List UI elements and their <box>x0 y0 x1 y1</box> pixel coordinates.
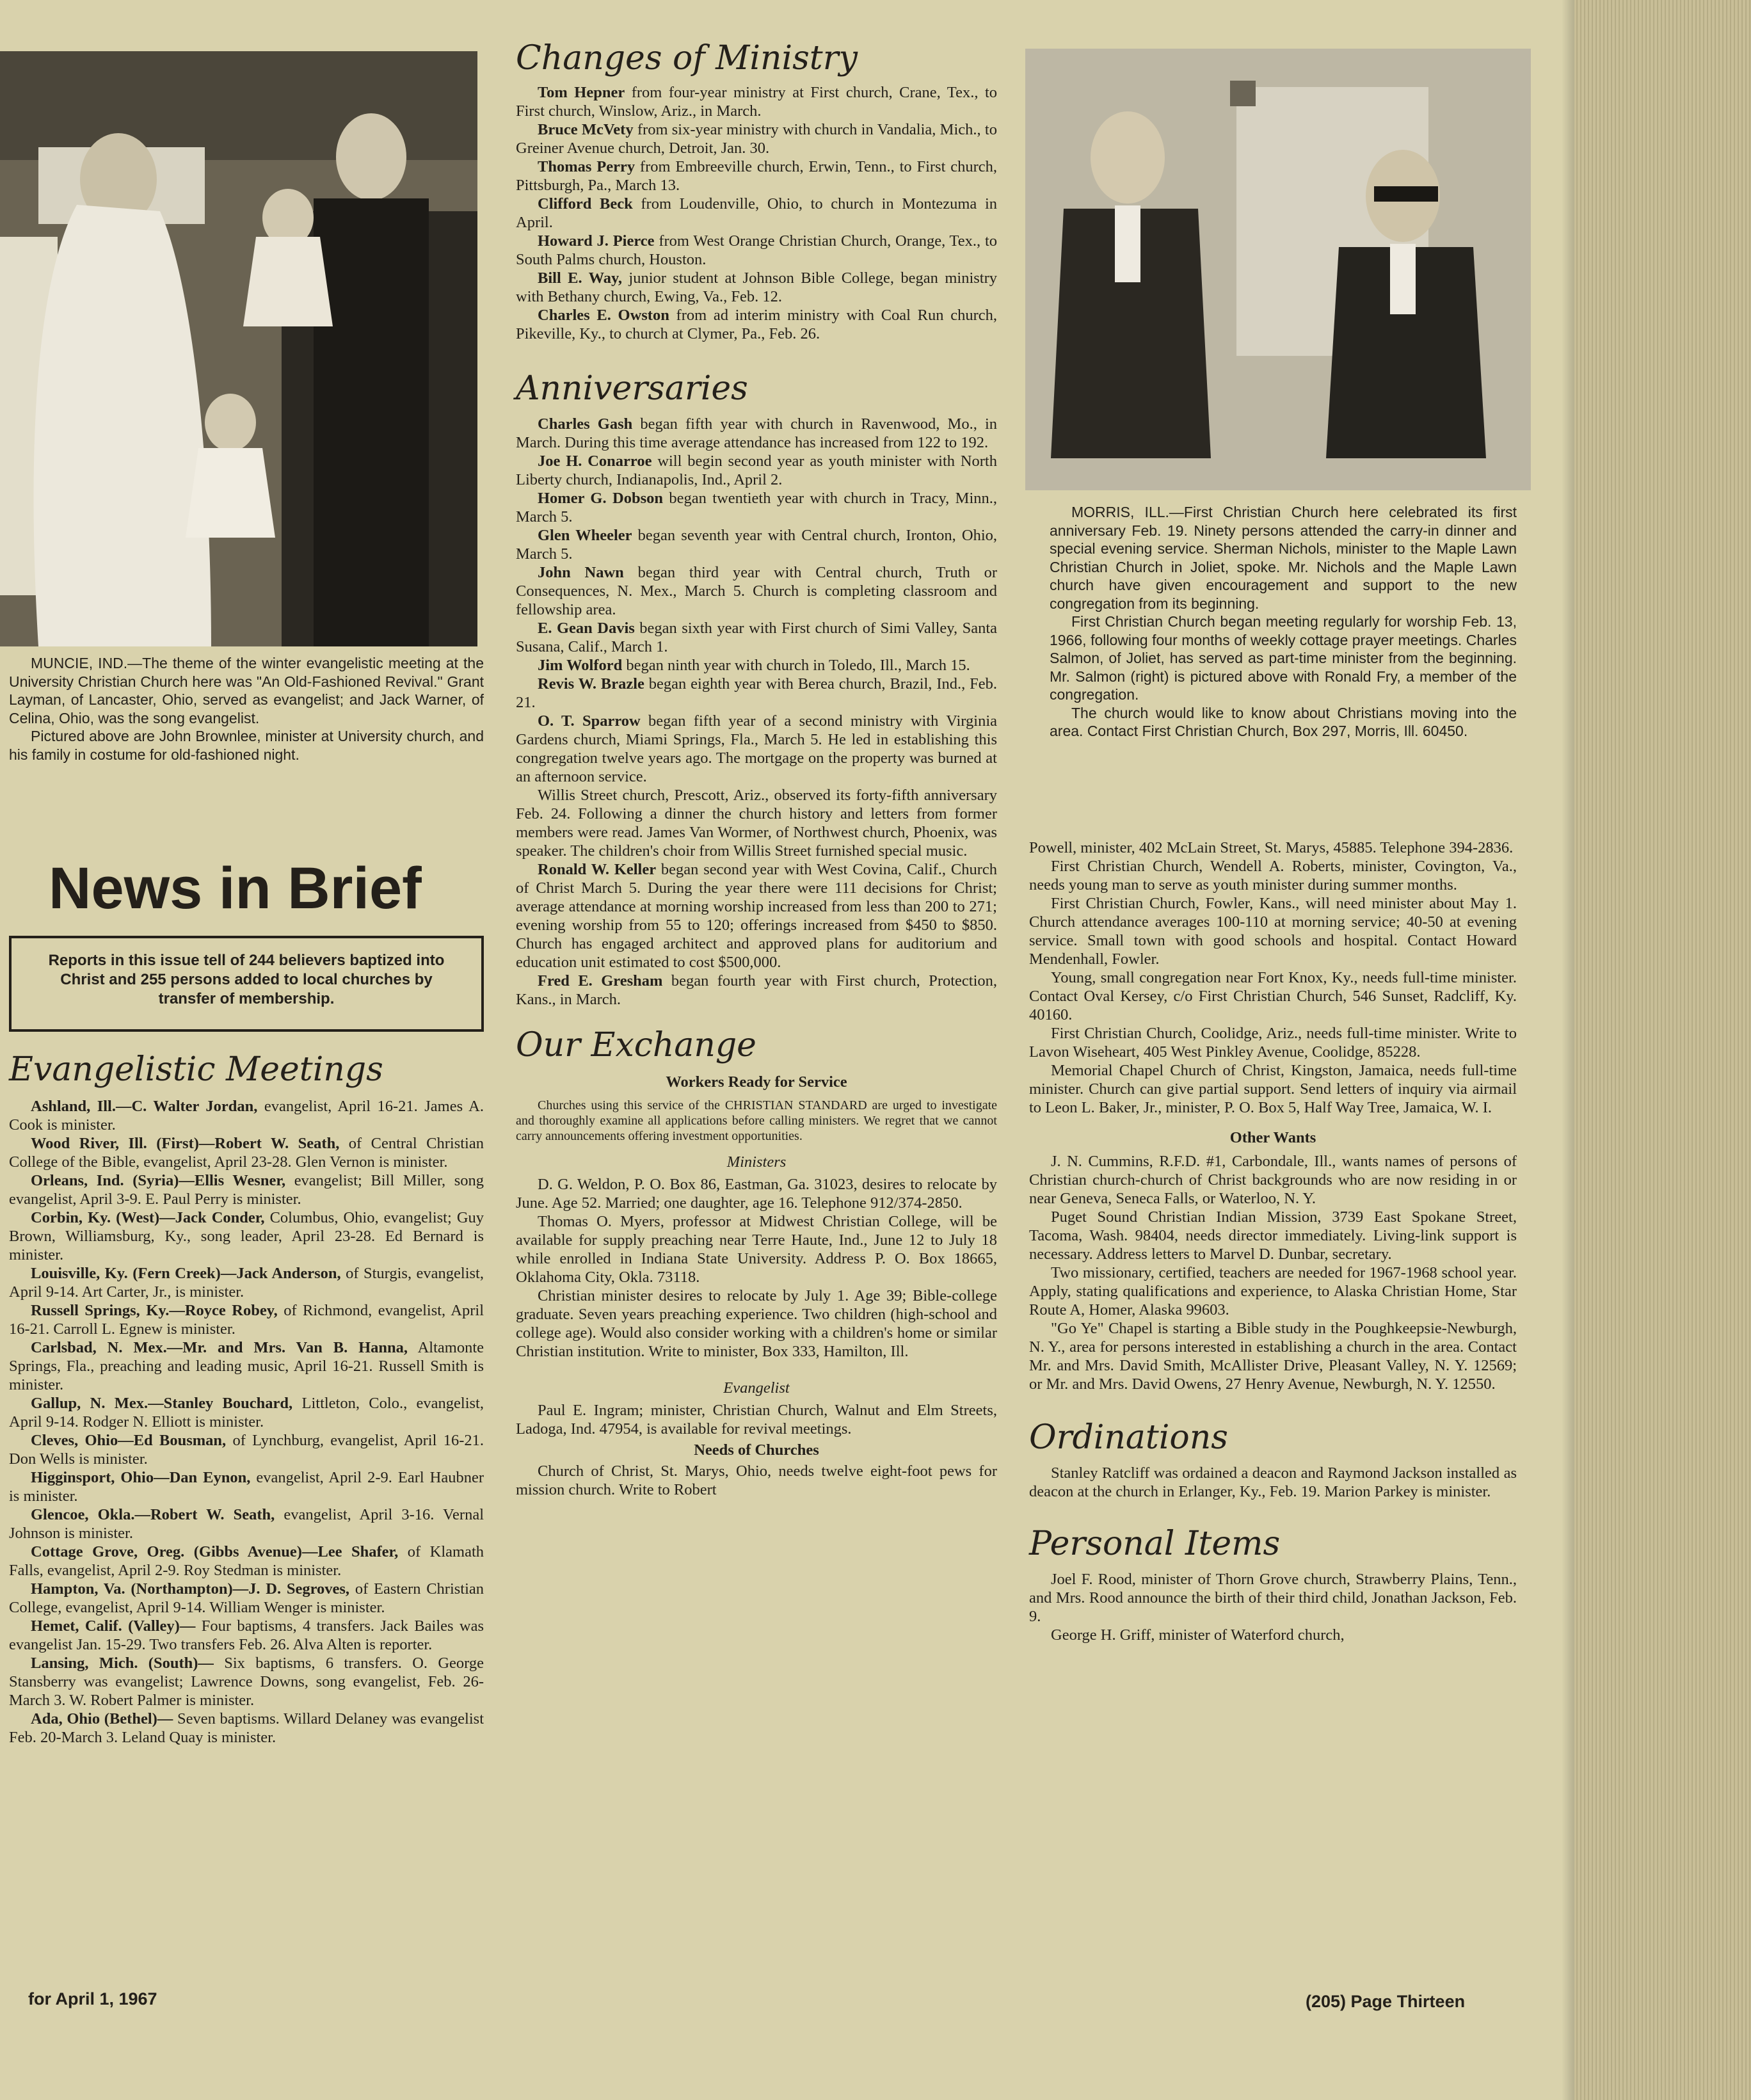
change-item-name: Thomas Perry <box>538 158 636 175</box>
anniversary-item-text: began fifth year with church in Ravenwood, Mo., in March. During this time average attendance has increased from 122 to 192. <box>516 415 997 451</box>
personal-items-heading: Personal Items <box>1029 1525 1281 1563</box>
anniversary-item-name: Joe H. Conarroe <box>538 453 652 470</box>
evangelistic-item-text: of Central Christian College of the Bible, evangelist, April 23-28. Glen Vernon is minister. <box>9 1135 484 1171</box>
anniversary-item-name: Fred E. Gresham <box>538 972 663 990</box>
anniversary-item <box>516 675 997 712</box>
evangelistic-item <box>9 1134 484 1171</box>
report-box-text: Reports in this issue tell of 244 believers baptized into Christ and 255 persons added to local churches by transfer of membership. <box>48 952 445 1007</box>
change-item-text: from ad interim ministry with Coal Run church, Pikeville, Ky., to church at Clymer, Pa., Feb. 26. <box>516 307 997 342</box>
evangelistic-item-name: Wood River, Ill. (First)—Robert W. Seath, <box>31 1135 340 1152</box>
evangelistic-item-text: Columbus, Ohio, evangelist; Guy Brown, Williamsburg, Ky., song leader, April 23-28. Ed Bernard is minister. <box>9 1209 484 1263</box>
anniversary-item-name: Jim Wolford <box>538 657 623 674</box>
footer-page-number: (205) Page Thirteen <box>1306 1992 1466 2011</box>
needs-item: Memorial Chapel Church of Christ, Kingston, Jamaica, needs full-time minister. Church can give partial support. Send letters of inquiry via airmail to Leon L. Baker, Jr., minister, P. O. Box 5, Half Way Tree, Jamaica, W. I. <box>1029 1062 1517 1116</box>
workers-heading: Workers Ready for Service <box>666 1073 847 1091</box>
evangelistic-item-text: evangelist; Bill Miller, song evangelist, April 3-9. E. Paul Perry is minister. <box>9 1172 484 1208</box>
anniversary-item-text: began sixth year with First church of Simi Valley, Santa Susana, Calif., March 1. <box>516 620 997 655</box>
evangelistic-item-name: Cottage Grove, Oreg. (Gibbs Avenue)—Lee Shafer, <box>31 1543 399 1560</box>
our-exchange-heading: Our Exchange <box>516 1026 756 1064</box>
evangelistic-item <box>9 1338 484 1394</box>
anniversary-item <box>516 489 997 526</box>
anniversary-item-text: began third year with Central church, Truth or Consequences, N. Mex., March 5. Church is completing classroom and fellowship area. <box>516 564 998 618</box>
anniversary-item-text: began fourth year with First church, Protection, Kans., in March. <box>516 972 998 1008</box>
evangelistic-meetings-heading: Evangelistic Meetings <box>9 1050 383 1089</box>
evangelistic-item <box>9 1505 484 1543</box>
evangelistic-item-name: Hampton, Va. (Northampton)—J. D. Segroves, <box>31 1580 350 1598</box>
anniversary-item <box>516 619 997 656</box>
anniversary-item-name: Ronald W. Keller <box>538 861 657 878</box>
change-item-name: Bill E. Way, <box>538 269 622 287</box>
evangelistic-item <box>9 1710 484 1747</box>
changes-list <box>516 83 997 343</box>
muncie-caption-p1: MUNCIE, IND.—The theme of the winter evangelistic meeting at the University Christian Church here was "An Old-Fashioned Revival." Grant Layman, of Lancaster, Ohio, served as evangelist; and Jack Warner, of Celina, Ohio, was the song evangelist. <box>9 655 484 726</box>
change-item-text: from four-year ministry at First church, Crane, Tex., to First church, Winslow, Ariz., in March. <box>516 84 998 120</box>
evangelistic-item <box>9 1617 484 1654</box>
needs-item: First Christian Church, Coolidge, Ariz., needs full-time minister. Write to Lavon Wiseheart, 405 West Pinkley Avenue, Coolidge, 85228. <box>1029 1025 1517 1061</box>
change-item-name: Clifford Beck <box>538 195 633 212</box>
changes-of-ministry-heading: Changes of Ministry <box>516 39 858 77</box>
anniversary-item <box>516 786 997 860</box>
anniversary-item-name: Glen Wheeler <box>538 527 632 544</box>
evangelistic-item-text: of Sturgis, evangelist, April 9-14. Art Carter, Jr., is minister. <box>9 1265 484 1301</box>
evangelistic-item-name: Russell Springs, Ky.—Royce Robey, <box>31 1302 278 1319</box>
evangelistic-list <box>9 1097 484 1747</box>
change-item-name: Bruce McVety <box>538 121 634 138</box>
anniversary-item <box>516 972 997 1009</box>
needs-continued: Powell, minister, 402 McLain Street, St. Marys, 45885. Telephone 394-2836. <box>1029 839 1514 856</box>
change-item <box>516 195 997 232</box>
footer-date: for April 1, 1967 <box>28 1989 157 2008</box>
minister-item: Christian minister desires to relocate by July 1. Age 39; Bible-college graduate. Seven years preaching experience. Two children (high-school and college age). Would also consider working with a children's home or similar Christian institution. Write to minister, Box 333, Hamilton, Ill. <box>516 1287 997 1360</box>
evangelistic-item <box>9 1580 484 1617</box>
evangelistic-item-name: Glencoe, Okla.—Robert W. Seath, <box>31 1506 275 1523</box>
evangelistic-item-name: Louisville, Ky. (Fern Creek)—Jack Anderson, <box>31 1265 341 1282</box>
anniversary-item-text: Willis Street church, Prescott, Ariz., observed its forty-fifth anniversary Feb. 24. Following a dinner the church history and letters from former members were read. James Van Wormer, of Northwest church, Phoenix, was speaker. The children's choir from Willis Street furnished special music. <box>516 787 997 860</box>
evangelistic-item <box>9 1171 484 1208</box>
anniversary-item-name: Homer G. Dobson <box>538 490 663 507</box>
change-item-name: Tom Hepner <box>538 84 625 101</box>
needs-heading: Needs of Churches <box>694 1441 819 1459</box>
anniversary-item <box>516 656 997 675</box>
evangelistic-item-name: Orleans, Ind. (Syria)—Ellis Wesner, <box>31 1172 286 1189</box>
evangelistic-item-text: evangelist, April 2-9. Earl Haubner is minister. <box>9 1469 484 1505</box>
muncie-caption-p2: Pictured above are John Brownlee, minister at University church, and his family in costume for old-fashioned night. <box>9 728 484 763</box>
morris-caption <box>1050 503 1517 741</box>
other-item: J. N. Cummins, R.F.D. #1, Carbondale, Ill., wants names of persons of Christian church-church of Christ backgrounds who are now residing in or near Geneva, Seneca Falls, or Waterloo, N. Y. <box>1029 1153 1517 1207</box>
anniversary-item <box>516 860 997 972</box>
anniversary-item-name: Revis W. Brazle <box>538 675 644 693</box>
anniversary-item-name: O. T. Sparrow <box>538 712 641 730</box>
morris-caption-p2: First Christian Church began meeting regularly for worship Feb. 13, 1966, following four months of weekly cottage prayer meetings. Charles Salmon, of Joliet, has served as part-time minister from the beginning. Mr. Salmon (right) is pictured above with Ronald Fry, a member of the congregation. <box>1050 613 1517 703</box>
news-in-brief-title: News in Brief <box>49 856 422 921</box>
anniversary-item-text: began second year with West Covina, Calif., Church of Christ March 5. During the year there were 111 decisions for Christ; average attendance at morning worship increased from less than 200 to 271; evening worship from 55 to 120; offerings increased from $450 to $850. Church has engaged architect and approved plans for auditorium and education unit estimated to cost $500,000. <box>516 861 997 971</box>
change-item <box>516 269 997 306</box>
anniversary-item-text: began fifth year of a second ministry with Virginia Gardens church, Miami Springs, Fla., March 5. He led in establishing this congregation twelve years ago. The mortgage on the property was burned at an afternoon service. <box>516 712 998 785</box>
change-item <box>516 157 997 195</box>
anniversary-item-name: John Nawn <box>538 564 624 581</box>
evangelistic-item-text: of Klamath Falls, evangelist, April 2-9. Roy Stedman is minister. <box>9 1543 484 1579</box>
needs-item: First Christian Church, Fowler, Kans., will need minister about May 1. Church attendance averages 100-110 at morning service; 40-50 at evening service. Small town with good schools and hospital. Contact Howard Mendenhall, Fowler. <box>1029 895 1517 968</box>
evangelistic-item-text: Six baptisms, 6 transfers. O. George Stansberry was evangelist; Lawrence Downs, song evangelist, Feb. 26-March 3. W. Robert Palmer is minister. <box>9 1655 484 1709</box>
evangelistic-item-text: of Eastern Christian College, evangelist, April 9-14. William Wenger is minister. <box>9 1580 484 1616</box>
anniversary-item <box>516 712 997 786</box>
evangelistic-item-name: Gallup, N. Mex.—Stanley Bouchard, <box>31 1395 293 1412</box>
anniversary-item-text: will begin second year as youth minister with North Liberty church, Indianapolis, Ind., April 2. <box>516 453 997 488</box>
evangelistic-item-text: of Richmond, evangelist, April 16-21. Carroll L. Egnew is minister. <box>9 1302 484 1338</box>
change-item <box>516 306 997 343</box>
anniversary-item <box>516 452 997 489</box>
needs-item: Young, small congregation near Fort Knox, Ky., needs full-time minister. Contact Oval Kersey, c/o First Christian Church, 546 Sunset, Radcliff, Ky. 40160. <box>1029 969 1517 1023</box>
evangelistic-item-name: Ada, Ohio (Bethel)— <box>31 1710 173 1727</box>
minister-item: Thomas O. Myers, professor at Midwest Christian College, will be available for supply preaching near Terre Haute, Ind., June 12 to July 18 while enrolled in Indiana State University. Address P. O. Box 18665, Oklahoma City, Okla. 73118. <box>516 1213 997 1286</box>
change-item-text: from West Orange Christian Church, Orange, Tex., to South Palms church, Houston. <box>516 232 998 268</box>
change-item-name: Howard J. Pierce <box>538 232 655 250</box>
evangelistic-item <box>9 1654 484 1710</box>
other-item: "Go Ye" Chapel is starting a Bible study in the Poughkeepsie-Newburgh, N. Y., area for persons interested in establishing a church in the area. Contact Mr. and Mrs. David Smith, McAllister Drive, Pleasant Valley, N. Y. 12569; or Mr. and Mrs. David Owens, 27 Henry Avenue, Newburgh, N. Y. 12550. <box>1029 1320 1517 1393</box>
other-item: Two missionary, certified, teachers are needed for 1967-1968 school year. Apply, stating qualifications and experience, to Alaska Christian Home, Star Route A, Homer, Alaska 99603. <box>1029 1264 1517 1319</box>
morris-caption-p3: The church would like to know about Christians moving into the area. Contact First Christian Church, Box 297, Morris, Ill. 60450. <box>1050 704 1517 739</box>
left-column <box>9 1050 484 1747</box>
anniversary-item-name: Charles Gash <box>538 415 633 433</box>
workers-note: Churches using this service of the CHRISTIAN STANDARD are urged to investigate and thoroughly examine all applications before calling ministers. We regret that we cannot carry announcements offering investment opportunities. <box>516 1098 997 1143</box>
evangelistic-item-text: Four baptisms, 4 transfers. Jack Bailes was evangelist Jan. 15-29. Two transfers Feb. 26. Alva Alten is reporter. <box>9 1617 484 1653</box>
anniversary-item-text: began ninth year with church in Toledo, Ill., March 15. <box>626 657 970 674</box>
evangelistic-item <box>9 1394 484 1431</box>
evangelistic-item-name: Higginsport, Ohio—Dan Eynon, <box>31 1469 251 1486</box>
evangelistic-item-name: Carlsbad, N. Mex.—Mr. and Mrs. Van B. Hanna, <box>31 1339 408 1356</box>
anniversary-item-name: E. Gean Davis <box>538 620 635 637</box>
morris-caption-p1: MORRIS, ILL.—First Christian Church here celebrated its first anniversary Feb. 19. Ninety persons attended the carry-in dinner and special evening service. Sherman Nichols, minister to the Maple Lawn Christian Church in Joliet, spoke. Mr. Nichols and the Maple Lawn church have given encouragement and support to the new congregation from its beginning. <box>1050 504 1517 612</box>
minister-item: D. G. Weldon, P. O. Box 86, Eastman, Ga. 31023, desires to relocate by June. Age 52. Married; one daughter, age 16. Telephone 912/374-2850. <box>516 1176 997 1212</box>
evangelistic-item-text: Altamonte Springs, Fla., preaching and leading music, April 16-21. Russell Smith is minister. <box>9 1339 484 1393</box>
evangelistic-item-text: Littleton, Colo., evangelist, April 9-14. Rodger N. Elliott is minister. <box>9 1395 484 1431</box>
other-wants-heading: Other Wants <box>1229 1129 1316 1146</box>
evangelistic-item <box>9 1543 484 1580</box>
change-item <box>516 83 997 120</box>
evangelistic-item <box>9 1468 484 1505</box>
ordinations-text: Stanley Ratcliff was ordained a deacon and Raymond Jackson installed as deacon at the church in Erlanger, Ky., Feb. 19. Marion Parkey is minister. <box>1029 1464 1517 1500</box>
anniversaries-list <box>516 415 997 1009</box>
evangelistic-item-text: evangelist, April 16-21. James A. Cook is minister. <box>9 1098 484 1134</box>
evangelistic-item <box>9 1301 484 1338</box>
middle-column <box>516 38 997 1499</box>
anniversaries-heading: Anniversaries <box>516 369 748 408</box>
evangelist-item: Paul E. Ingram; minister, Christian Church, Walnut and Elm Streets, Ladoga, Ind. 47954, is available for revival meetings. <box>516 1402 997 1438</box>
evangelistic-item-name: Ashland, Ill.—C. Walter Jordan, <box>31 1098 258 1115</box>
change-item <box>516 120 997 157</box>
muncie-caption <box>9 654 484 764</box>
anniversary-item-text: began twentieth year with church in Tracy, Minn., March 5. <box>516 490 998 525</box>
anniversary-item-text: began eighth year with Berea church, Brazil, Ind., Feb. 21. <box>516 675 997 711</box>
personal-item: George H. Griff, minister of Waterford church, <box>1051 1626 1345 1644</box>
evangelistic-item-name: Lansing, Mich. (South)— <box>31 1655 214 1672</box>
anniversary-item-text: began seventh year with Central church, Ironton, Ohio, March 5. <box>516 527 997 563</box>
evangelistic-item <box>9 1431 484 1468</box>
ordinations-heading: Ordinations <box>1029 1418 1228 1457</box>
needs-item: Church of Christ, St. Marys, Ohio, needs twelve eight-foot pews for mission church. Write to Robert <box>516 1463 997 1498</box>
evangelistic-item <box>9 1208 484 1264</box>
muncie-family-photo <box>0 51 477 646</box>
report-box <box>9 936 484 1032</box>
evangelistic-item <box>9 1097 484 1134</box>
evangelistic-item-name: Corbin, Ky. (West)—Jack Conder, <box>31 1209 265 1226</box>
anniversary-item <box>516 563 997 619</box>
change-item-text: from Loudenville, Ohio, to church in Montezuma in April. <box>516 195 998 231</box>
change-item-name: Charles E. Owston <box>538 307 669 324</box>
morris-photo <box>1025 49 1531 490</box>
other-item: Puget Sound Christian Indian Mission, 3739 East Spokane Street, Tacoma, Wash. 98404, needs director immediately. Living-link support is necessary. Address letters to Marvel D. Dunbar, secretary. <box>1029 1208 1517 1263</box>
evangelistic-item <box>9 1264 484 1301</box>
change-item-text: from six-year ministry with church in Vandalia, Mich., to Greiner Avenue church, Detroit, Jan. 30. <box>516 121 997 157</box>
evangelist-heading: Evangelist <box>723 1379 790 1397</box>
evangelistic-item-text: Seven baptisms. Willard Delaney was evangelist Feb. 20-March 3. Leland Quay is minister. <box>9 1710 484 1746</box>
change-item-text: junior student at Johnson Bible College, began ministry with Bethany church, Ewing, Va., Feb. 12. <box>516 269 997 305</box>
needs-item: First Christian Church, Wendell A. Roberts, minister, Covington, Va., needs young man to serve as youth minister during summer months. <box>1029 858 1517 894</box>
change-item <box>516 232 997 269</box>
evangelistic-item-name: Cleves, Ohio—Ed Bousman, <box>31 1432 227 1449</box>
right-column <box>1029 838 1517 1644</box>
evangelistic-item-text: of Lynchburg, evangelist, April 16-21. Don Wells is minister. <box>9 1432 484 1468</box>
anniversary-item <box>516 415 997 452</box>
book-page-edges <box>1574 0 1751 2100</box>
evangelistic-item-text: evangelist, April 3-16. Vernal Johnson is minister. <box>9 1506 484 1542</box>
change-item-text: from Embreeville church, Erwin, Tenn., to First church, Pittsburgh, Pa., March 13. <box>516 158 998 194</box>
personal-item: Joel F. Rood, minister of Thorn Grove church, Strawberry Plains, Tenn., and Mrs. Rood announce the birth of their third child, Jonathan Jackson, Feb. 9. <box>1029 1571 1517 1625</box>
anniversary-item <box>516 526 997 563</box>
ministers-heading: Ministers <box>726 1153 787 1171</box>
evangelistic-item-name: Hemet, Calif. (Valley)— <box>31 1617 196 1635</box>
